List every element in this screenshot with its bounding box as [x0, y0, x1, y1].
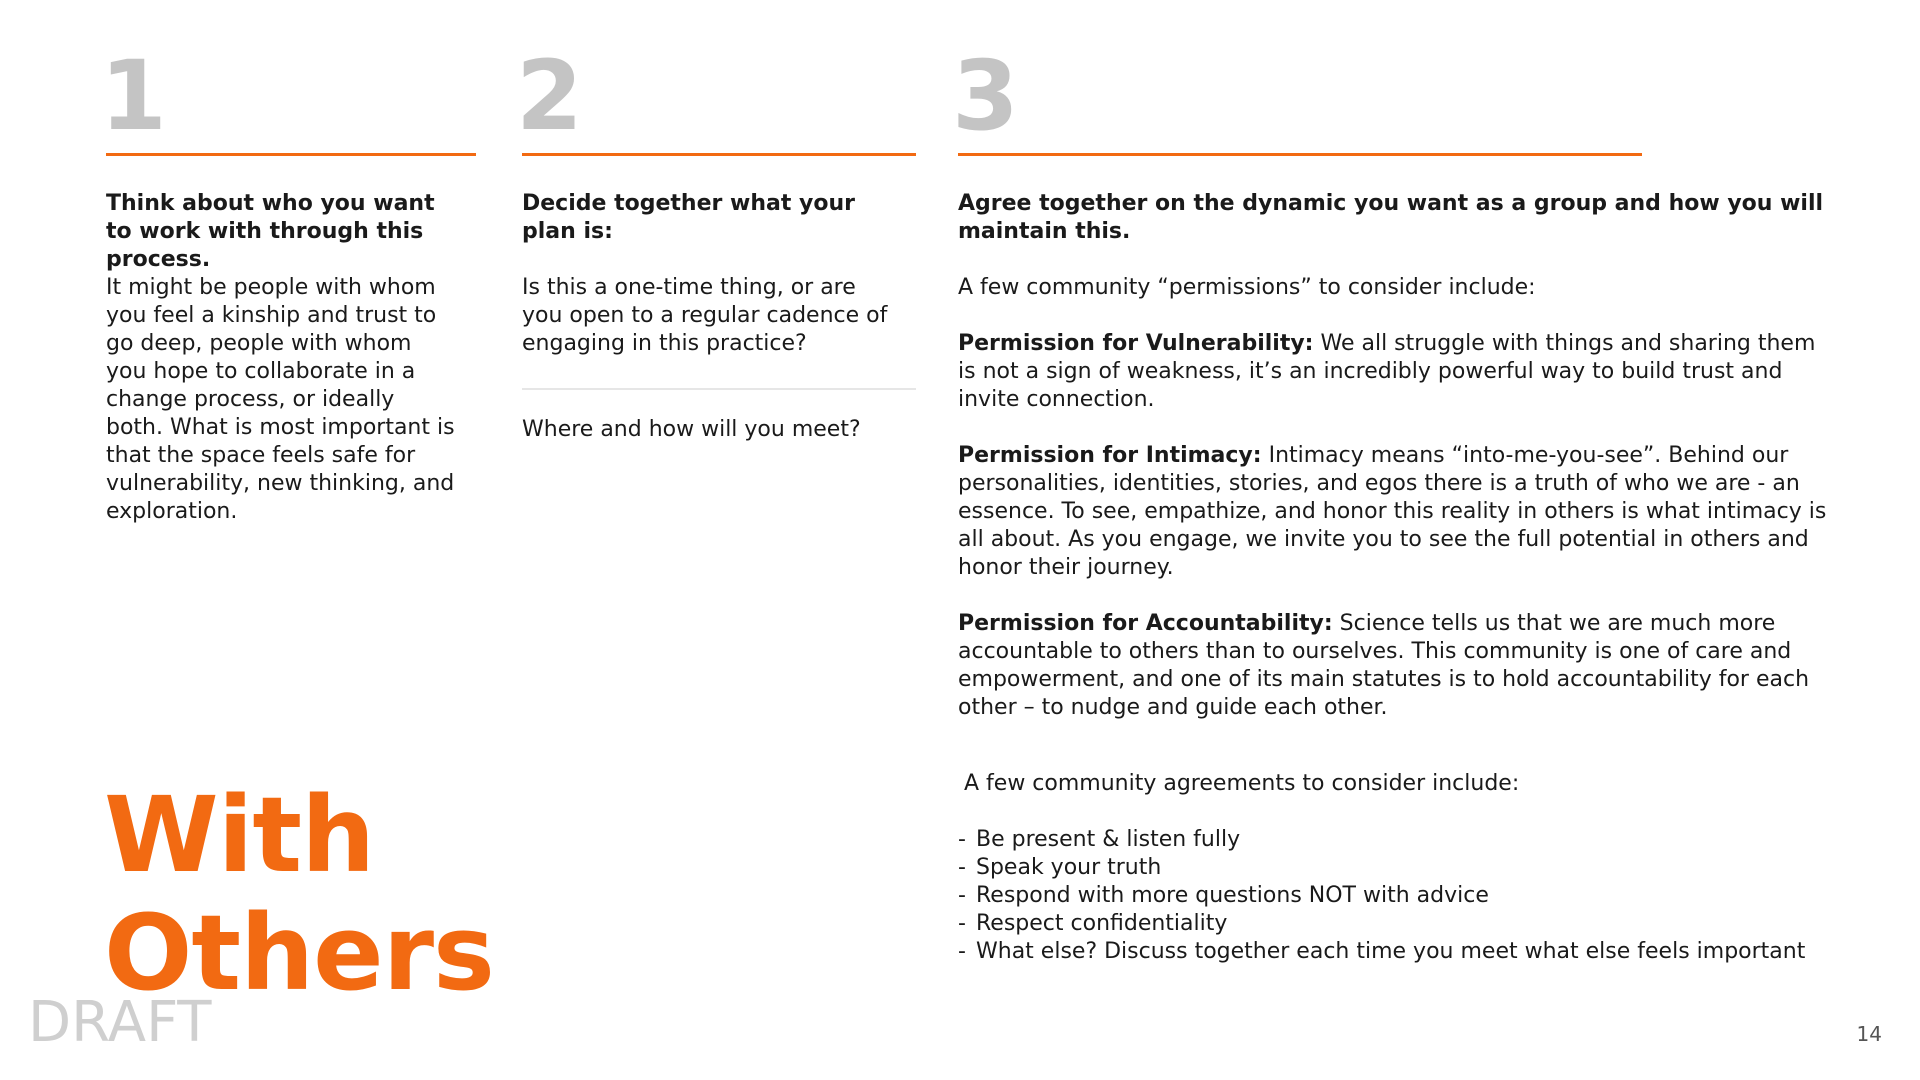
section-title-line-1: With [104, 774, 375, 896]
agreement-item: - Be present & listen fully [958, 826, 1828, 854]
step-3-column [958, 190, 1828, 966]
permission-intimacy [958, 442, 1828, 582]
step-2-question-location: Where and how will you meet? [522, 417, 861, 442]
section-title [104, 776, 494, 1012]
step-1-heading: Think about who you want to work with through this process. [106, 191, 435, 272]
step-1-divider [106, 153, 476, 156]
permission-accountability-text: Science tells us that we are much more accountable to others than to ourselves. This community is one of care and empowerment, and one of its main statutes is to hold accountability for each other – to nudge and guide each other. [958, 611, 1810, 720]
permission-intimacy-text: Intimacy means “into-me-you-see”. Behind our personalities, identities, stories, and egos there is a truth of who we are - an essence. To see, empathize, and honor this reality in others is what intimacy is all about. As you engage, we invite you to see the full potential in others and honor their journey. [958, 443, 1827, 580]
permission-vulnerability [958, 330, 1828, 414]
step-2-heading: Decide together what your plan is: [522, 191, 855, 244]
step-2-separator [522, 388, 916, 390]
step-3-heading: Agree together on the dynamic you want as a group and how you will maintain this. [958, 191, 1824, 244]
permissions-intro: A few community “permissions” to consider include: [958, 275, 1536, 300]
permission-accountability [958, 610, 1828, 722]
step-number-3: 3 [952, 40, 1019, 152]
step-number-2: 2 [516, 40, 583, 152]
agreement-item: - Respect confidentiality [958, 910, 1828, 938]
agreement-item: - Respond with more questions NOT with advice [958, 882, 1828, 910]
agreements-list [958, 826, 1828, 966]
step-2-divider [522, 153, 916, 156]
permission-accountability-title: Permission for Accountability: [958, 611, 1333, 636]
agreement-item: - What else? Discuss together each time you meet what else feels important [958, 938, 1828, 966]
step-2-column [522, 190, 916, 444]
section-title-line-2: Others [104, 892, 494, 1014]
page-number: 14 [1856, 1022, 1882, 1046]
permission-intimacy-title: Permission for Intimacy: [958, 443, 1262, 468]
agreement-item: - Speak your truth [958, 854, 1828, 882]
step-3-divider [958, 153, 1642, 156]
step-number-1: 1 [100, 40, 167, 152]
permission-vulnerability-title: Permission for Vulnerability: [958, 331, 1314, 356]
permission-vulnerability-text: We all struggle with things and sharing them is not a sign of weakness, it’s an incredibly powerful way to build trust and invite connection. [958, 331, 1816, 412]
step-2-question-cadence: Is this a one-time thing, or are you open to a regular cadence of engaging in this practice? [522, 275, 888, 356]
draft-watermark: DRAFT [28, 990, 212, 1055]
step-1-column [106, 190, 456, 526]
agreements-intro: A few community agreements to consider include: [964, 771, 1520, 796]
step-1-body: It might be people with whom you feel a kinship and trust to go deep, people with whom you hope to collaborate in a change process, or ideally both. What is most important is that the space feels safe for vulnerability, new thinking, and exploration. [106, 275, 455, 524]
